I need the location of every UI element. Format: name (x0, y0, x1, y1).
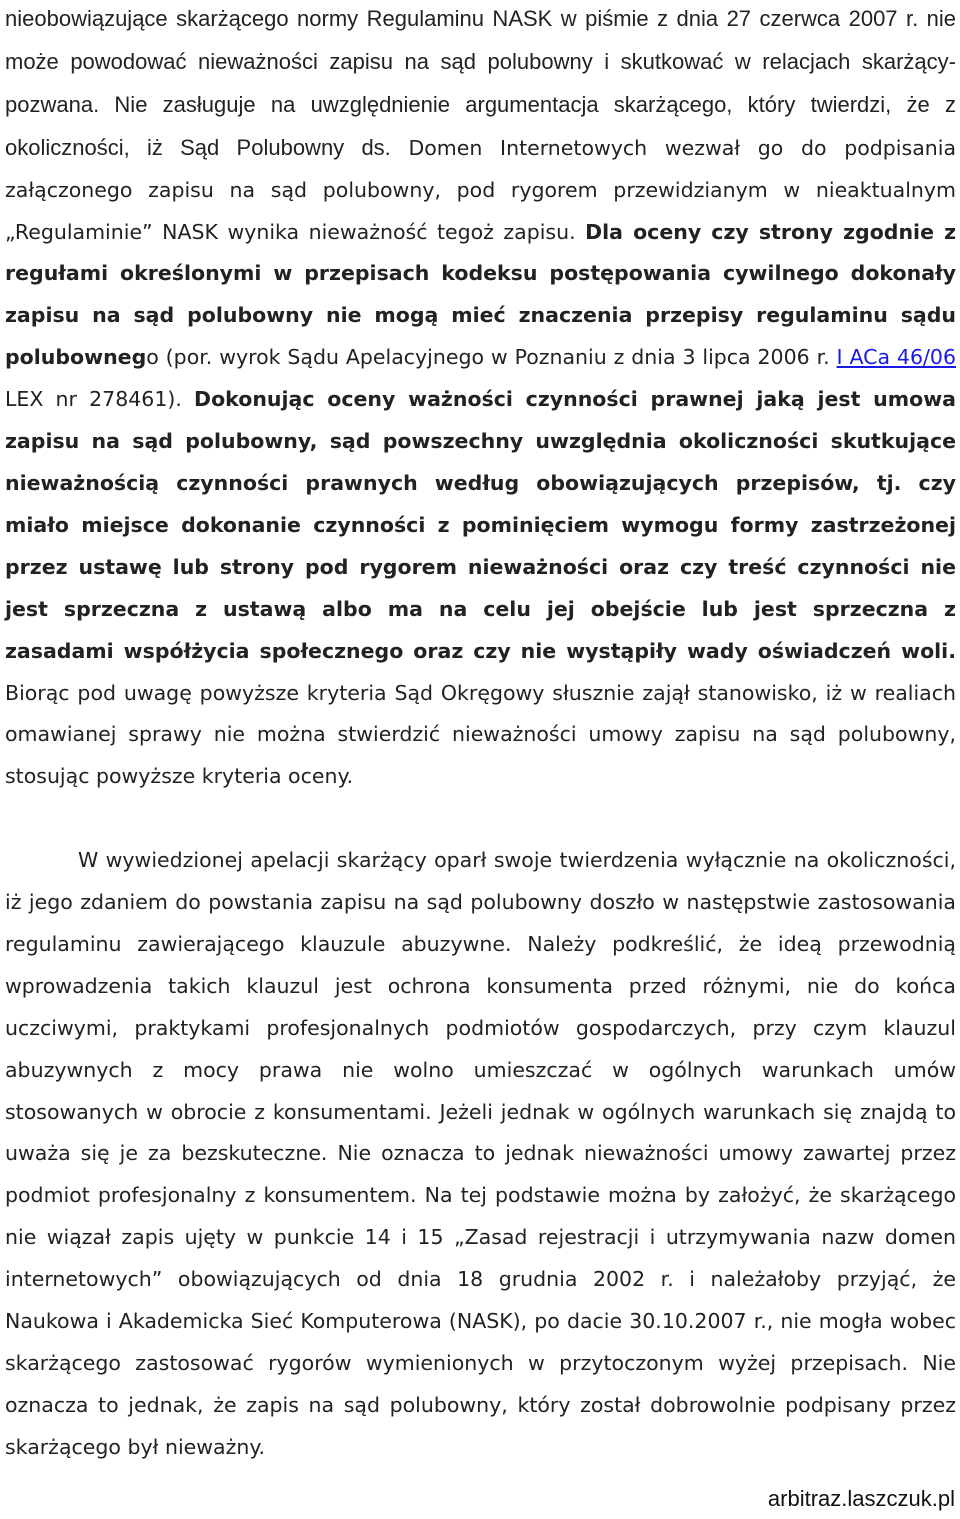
paragraph-1-bold-2: Dokonując oceny ważności czynności prawnej jaką jest umowa zapisu na sąd polubowny, sąd powszechny uwzględnia okoliczności skutkujące nieważnością czynności prawnych według obowiązujących przepisów, tj. czy miało miejsce dokonanie czynności z pominięciem wymogu formy zastrzeżonej przez ustawę lub strony pod rygorem nieważności oraz czy treść czynności nie jest sprzeczna z ustawą albo ma na celu jej obejście lub jest sprzeczna z zasadami współżycia społecznego oraz czy nie wystąpiły wady oświadczeń woli. (5, 387, 956, 663)
footer-source: arbitraz.laszczuk.pl (767, 1486, 955, 1511)
case-reference-link[interactable]: I ACa 46/06 (836, 345, 956, 370)
document-page (5, 0, 956, 1469)
paragraph-1-bold-1: Dla oceny czy strony zgodnie z regułami określonymi w przepisach kodeksu postępowania cywilnego dokonały zapisu na sąd polubowny nie mogą mieć znaczenia przepisy regulaminu sądu polubowneg (5, 219, 957, 370)
paragraph-1-opening: nieobowiązujące skarżącego normy Regulaminu NASK w piśmie z dnia 27 czerwca 2007 r. nie może powodować nieważności zapisu na sąd polubowny i skutkować w relacjach skarżący- pozwana. Nie zasługuje na uwzględnienie argumentacja skarżącego, który twierdzi, że z okoliczności, iż Sąd Polubowny ds. (5, 6, 956, 160)
paragraph-1-conclusion: Biorąc pod uwagę powyższe kryteria Sąd Okręgowy słusznie zajął stanowisko, iż w realiach omawianej sprawy nie można stwierdzić nieważności umowy zapisu na sąd polubowny, stosując powyższe kryteria oceny. (5, 680, 956, 789)
paragraph-1-text: Domen Internetowych wezwał go do podpisania załączonego zapisu na sąd polubowny, pod rygorem przewidzianym w nieaktualnym „Regulaminie” NASK wynika nieważność tegoż zapisu. (5, 135, 957, 244)
paragraph-2: W wywiedzionej apelacji skarżący oparł swoje twierdzenia wyłącznie na okoliczności, iż jego zdaniem do powstania zapisu na sąd polubowny doszło w następstwie zastosowania regulaminu zawierającego klauzule abuzywne. Należy podkreślić, że ideą przewodnią wprowadzenia takich klauzul jest ochrona konsumenta przed różnymi, nie do końca uczciwymi, praktykami profesjonalnych podmiotów gospodarczych, przy czym klauzul abuzywnych z mocy prawa nie wolno umieszczać w ogólnych warunkach umów stosowanych w obrocie z konsumentami. Jeżeli jednak w ogólnych warunkach się znajdą to uważa się je za bezskuteczne. Nie oznacza to jednak nieważności umowy zawartej przez podmiot profesjonalny z konsumentem. Na tej podstawie można by założyć, że skarżącego nie wiązał zapis ujęty w punkcie 14 i 15 „Zasad rejestracji i utrzymywania nazw domen internetowych” obowiązujących od dnia 18 grudnia 2002 r. i należałoby przyjąć, że Naukowa i Akademicka Sieć Komputerowa (NASK), po dacie 30.10.2007 r., nie mogła wobec skarżącego zastosować rygorów wymienionych w przytoczonym wyżej przepisach. Nie oznacza to jednak, że zapis na sąd polubowny, który został dobrowolnie podpisany przez skarżącego był nieważny. (5, 848, 956, 1459)
paragraph-1-lex: LEX nr 278461). (5, 387, 195, 412)
paragraph-1 (5, 0, 956, 798)
paragraph-1-citation: o (por. wyrok Sądu Apelacyjnego w Poznaniu z dnia 3 lipca 2006 r. (146, 345, 837, 370)
